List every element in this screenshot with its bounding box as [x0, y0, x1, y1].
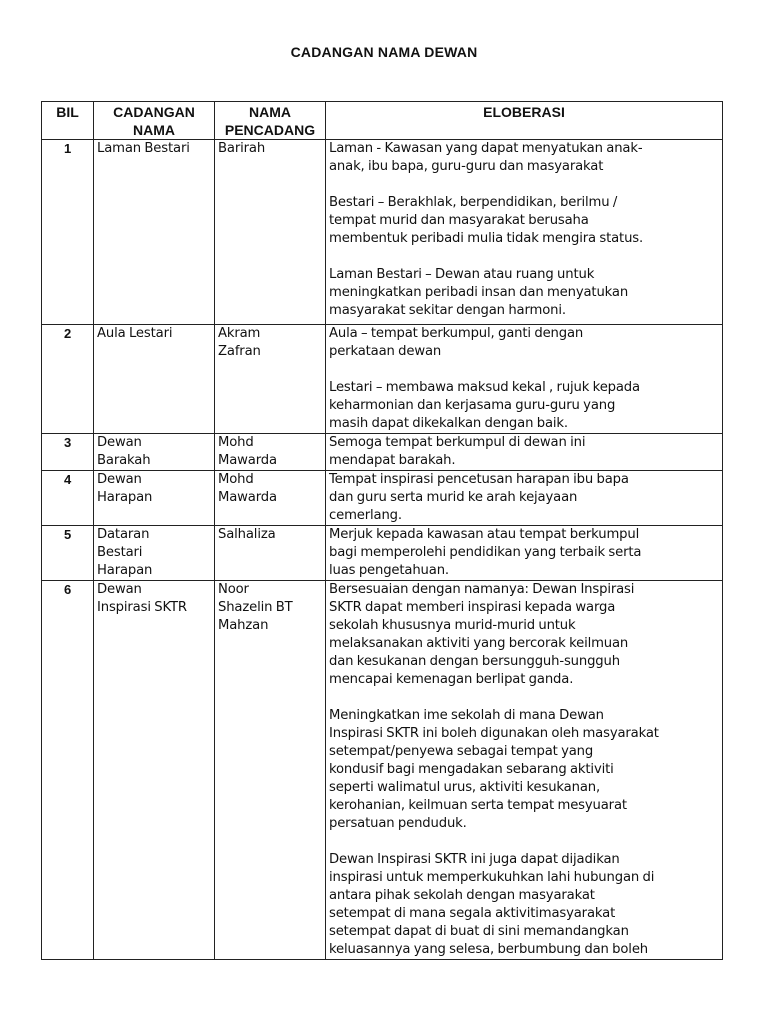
cell-eloberasi	[326, 140, 723, 325]
table-row	[42, 471, 723, 526]
nama-pencadang-text: Mawarda	[218, 453, 277, 468]
table-row	[42, 140, 723, 325]
header-nama-pencadang: NAMA PENCADANG	[215, 102, 326, 140]
proposal-table	[41, 101, 723, 960]
cadangan-nama-text: Dewan	[97, 472, 142, 487]
eloberasi-line: dan kesukanan dengan bersungguh-sungguh	[329, 654, 620, 669]
eloberasi-line: Dewan Inspirasi SKTR ini juga dapat dijadikan	[329, 852, 620, 867]
cell-cadangan-nama	[94, 581, 215, 960]
cadangan-nama-text: Inspirasi SKTR	[97, 600, 187, 615]
cell-eloberasi	[326, 526, 723, 581]
cell-bil	[42, 434, 94, 471]
nama-pencadang-text: Mawarda	[218, 490, 277, 505]
eloberasi-line: perkataan dewan	[329, 344, 442, 359]
cadangan-nama-text: Dataran	[97, 527, 150, 542]
cell-nama-pencadang	[215, 325, 326, 434]
table-row	[42, 526, 723, 581]
eloberasi-line: Inspirasi SKTR ini boleh digunakan oleh masyarakat	[329, 726, 659, 741]
cadangan-nama-text: Harapan	[97, 563, 153, 578]
cadangan-nama-text: Dewan	[97, 435, 142, 450]
eloberasi-line: Laman Bestari – Dewan atau ruang untuk	[329, 267, 595, 282]
cell-bil	[42, 325, 94, 434]
eloberasi-line: Bestari – Berakhlak, berpendidikan, berilmu /	[329, 195, 618, 210]
eloberasi-line: seperti walimatul urus, aktiviti kesukanan,	[329, 780, 600, 795]
eloberasi-paragraph	[329, 194, 719, 248]
cell-cadangan-nama	[94, 526, 215, 581]
nama-pencadang-text: Shazelin BT	[218, 600, 293, 615]
cell-bil	[42, 471, 94, 526]
eloberasi-line: keluasannya yang selesa, berbumbung dan boleh	[329, 942, 648, 957]
eloberasi-line: kerohanian, keilmuan serta tempat mesyuarat	[329, 798, 627, 813]
eloberasi-line: SKTR dapat memberi inspirasi kepada warga	[329, 600, 616, 615]
cadangan-nama-text: Harapan	[97, 490, 153, 505]
cell-bil	[42, 140, 94, 325]
header-eloberasi: ELOBERASI	[326, 102, 723, 140]
cell-eloberasi	[326, 581, 723, 960]
nama-pencadang-text: Salhaliza	[218, 527, 276, 542]
eloberasi-line: setempat di mana segala aktivitimasyarakat	[329, 906, 616, 921]
cell-nama-pencadang	[215, 471, 326, 526]
eloberasi-paragraph	[329, 581, 719, 689]
nama-pencadang-text: Akram	[218, 326, 261, 341]
eloberasi-paragraph	[329, 325, 719, 361]
eloberasi-line: cemerlang.	[329, 508, 402, 523]
cell-cadangan-nama	[94, 140, 215, 325]
bil-number: 3	[63, 435, 72, 450]
eloberasi-line: mencapai kemenagan berlipat ganda.	[329, 672, 574, 687]
header-cadangan-nama: CADANGAN NAMA	[94, 102, 215, 140]
eloberasi-line: membentuk peribadi mulia tidak mengira status.	[329, 231, 644, 246]
cell-nama-pencadang	[215, 140, 326, 325]
bil-number: 2	[63, 326, 72, 341]
eloberasi-line: Aula – tempat berkumpul, ganti dengan	[329, 326, 584, 341]
cell-nama-pencadang	[215, 526, 326, 581]
eloberasi-line: Lestari – membawa maksud kekal , rujuk kepada	[329, 380, 640, 395]
cell-eloberasi	[326, 325, 723, 434]
header-bil: BIL	[42, 102, 94, 140]
eloberasi-line: antara pihak sekolah dengan masyarakat	[329, 888, 595, 903]
header-row	[42, 102, 723, 140]
eloberasi-line: sekolah khususnya murid-murid untuk	[329, 618, 576, 633]
bil-number: 4	[63, 472, 72, 487]
bil-number: 6	[63, 582, 72, 597]
cadangan-nama-text: Bestari	[97, 545, 143, 560]
eloberasi-paragraph	[329, 851, 719, 959]
eloberasi-line: mendapat barakah.	[329, 453, 456, 468]
eloberasi-line: bagi memperolehi pendidikan yang terbaik serta	[329, 545, 642, 560]
cell-cadangan-nama	[94, 471, 215, 526]
eloberasi-line: dan guru serta murid ke arah kejayaan	[329, 490, 578, 505]
nama-pencadang-text: Zafran	[218, 344, 261, 359]
bil-number: 1	[63, 141, 72, 156]
table-body	[42, 140, 723, 960]
cell-bil	[42, 526, 94, 581]
eloberasi-line: meningkatkan peribadi insan dan menyatukan	[329, 285, 629, 300]
table-row	[42, 581, 723, 960]
eloberasi-line: setempat/penyewa sebagai tempat yang	[329, 744, 594, 759]
nama-pencadang-text: Barirah	[218, 141, 266, 156]
eloberasi-line: Semoga tempat berkumpul di dewan ini	[329, 435, 586, 450]
eloberasi-line: persatuan penduduk.	[329, 816, 467, 831]
eloberasi-paragraph	[329, 140, 719, 176]
nama-pencadang-text: Mohd	[218, 472, 254, 487]
eloberasi-paragraph	[329, 266, 719, 320]
cell-eloberasi	[326, 434, 723, 471]
eloberasi-line: Laman - Kawasan yang dapat menyatukan anak-	[329, 141, 643, 156]
eloberasi-paragraph	[329, 526, 719, 580]
eloberasi-line: tempat murid dan masyarakat berusaha	[329, 213, 589, 228]
cell-nama-pencadang	[215, 434, 326, 471]
bil-number: 5	[63, 527, 72, 542]
cell-nama-pencadang	[215, 581, 326, 960]
eloberasi-line: masih dapat dikekalkan dengan baik.	[329, 416, 568, 431]
cadangan-nama-text: Laman Bestari	[97, 141, 190, 156]
eloberasi-line: setempat dapat di buat di sini memandangkan	[329, 924, 629, 939]
cadangan-nama-text: Barakah	[97, 453, 151, 468]
nama-pencadang-text: Mahzan	[218, 618, 269, 633]
eloberasi-line: masyarakat sekitar dengan harmoni.	[329, 303, 566, 318]
eloberasi-paragraph	[329, 707, 719, 833]
eloberasi-line: Tempat inspirasi pencetusan harapan ibu bapa	[329, 472, 629, 487]
eloberasi-line: keharmonian dan kerjasama guru-guru yang	[329, 398, 616, 413]
nama-pencadang-text: Mohd	[218, 435, 254, 450]
eloberasi-line: luas pengetahuan.	[329, 563, 449, 578]
nama-pencadang-text: Noor	[218, 582, 249, 597]
cell-bil	[42, 581, 94, 960]
eloberasi-line: inspirasi untuk memperkukuhkan lahi hubungan di	[329, 870, 655, 885]
table-row	[42, 325, 723, 434]
cell-eloberasi	[326, 471, 723, 526]
eloberasi-paragraph	[329, 379, 719, 433]
eloberasi-line: Bersesuaian dengan namanya: Dewan Inspirasi	[329, 582, 635, 597]
eloberasi-line: kondusif bagi mengadakan sebarang aktiviti	[329, 762, 614, 777]
eloberasi-paragraph	[329, 434, 719, 470]
eloberasi-line: melaksanakan aktiviti yang bercorak keilmuan	[329, 636, 629, 651]
eloberasi-line: anak, ibu bapa, guru-guru dan masyarakat	[329, 159, 604, 174]
eloberasi-line: Merjuk kepada kawasan atau tempat berkumpul	[329, 527, 640, 542]
document-title: CADANGAN NAMA DEWAN	[290, 44, 478, 60]
eloberasi-line: Meningkatkan ime sekolah di mana Dewan	[329, 708, 604, 723]
cell-cadangan-nama	[94, 434, 215, 471]
cell-cadangan-nama	[94, 325, 215, 434]
cadangan-nama-text: Dewan	[97, 582, 142, 597]
eloberasi-paragraph	[329, 471, 719, 525]
cadangan-nama-text: Aula Lestari	[97, 326, 173, 341]
table-row	[42, 434, 723, 471]
